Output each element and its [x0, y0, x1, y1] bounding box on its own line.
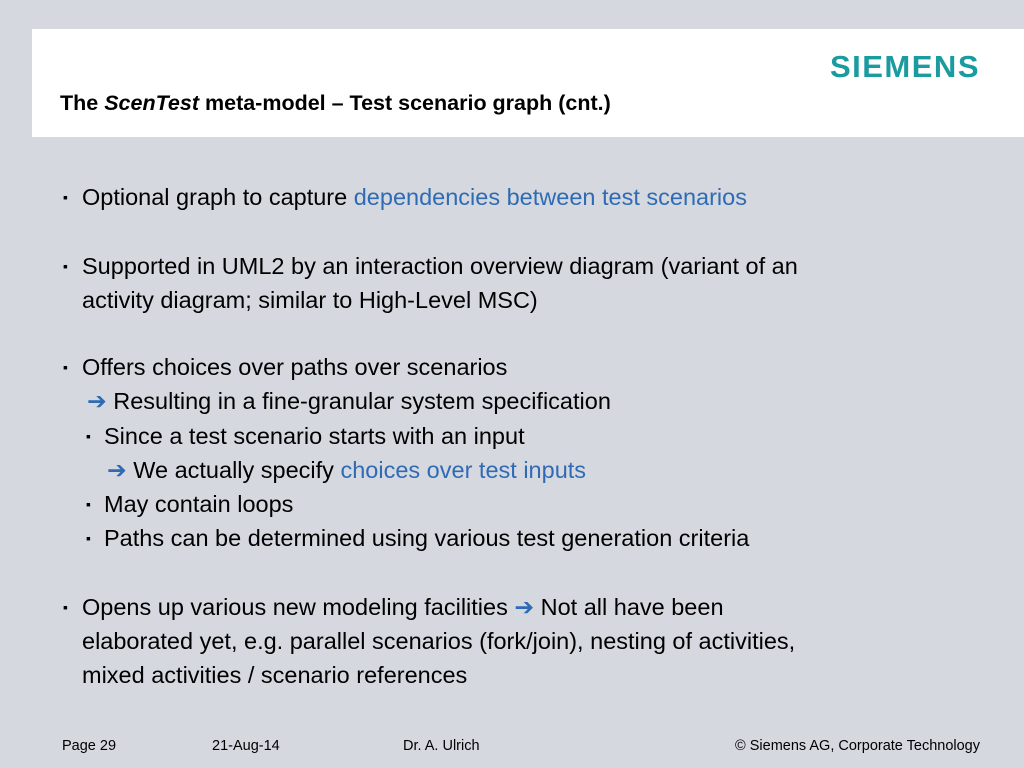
sub-bullet-1-arrow-line	[107, 455, 586, 485]
sub-bullet-3: Paths can be determined using various test generation criteria	[104, 525, 750, 551]
bullet-3: Offers choices over paths over scenarios	[82, 354, 508, 380]
bullet-4-text-a: Opens up various new modeling facilities	[82, 594, 515, 620]
sub-bullet-icon: ▪	[86, 496, 91, 512]
bullet-icon: ▪	[63, 189, 68, 205]
footer-author: Dr. A. Ulrich	[403, 738, 480, 754]
sub-bullet-icon: ▪	[86, 530, 91, 546]
arrow-right-icon: ➔	[514, 594, 535, 620]
footer-copyright: © Siemens AG, Corporate Technology	[735, 738, 980, 754]
bullet-4-line-1	[82, 592, 724, 622]
bullet-icon: ▪	[63, 599, 68, 615]
bullet-2-line-1: Supported in UML2 by an interaction overview diagram (variant of an	[82, 253, 798, 279]
sub-bullet-2: May contain loops	[104, 491, 294, 517]
title-italic: ScenTest	[104, 91, 200, 115]
bullet-2-line-2: activity diagram; similar to High-Level MSC)	[82, 287, 538, 313]
sub-bullet-1-highlight: choices over test inputs	[340, 457, 587, 483]
bullet-3-arrow-line	[87, 386, 611, 416]
bullet-4-line-3: mixed activities / scenario references	[82, 662, 468, 688]
bullet-1-highlight: dependencies between test scenarios	[353, 184, 747, 210]
siemens-logo: SIEMENS	[829, 49, 980, 84]
sub-bullet-1: Since a test scenario starts with an input	[104, 423, 525, 449]
bullet-1-text: Optional graph to capture	[82, 184, 354, 210]
bullet-1	[82, 182, 747, 212]
bullet-4-text-b: Not all have been	[534, 594, 724, 620]
footer-page: Page 29	[62, 738, 117, 754]
title-prefix: The	[60, 91, 105, 115]
sub-bullet-1-arrow-text: We actually specify	[126, 457, 341, 483]
arrow-right-icon: ➔	[107, 457, 127, 483]
bullet-icon: ▪	[63, 359, 68, 375]
bullet-4-line-2: elaborated yet, e.g. parallel scenarios (fork/join), nesting of activities,	[82, 628, 796, 654]
footer-date: 21-Aug-14	[212, 738, 280, 754]
title-suffix: meta-model – Test scenario graph (cnt.)	[199, 91, 611, 115]
bullet-3-arrow-text: Resulting in a fine-granular system specification	[106, 388, 611, 414]
bullet-icon: ▪	[63, 258, 68, 274]
arrow-right-icon: ➔	[87, 388, 107, 414]
sub-bullet-icon: ▪	[86, 428, 91, 444]
